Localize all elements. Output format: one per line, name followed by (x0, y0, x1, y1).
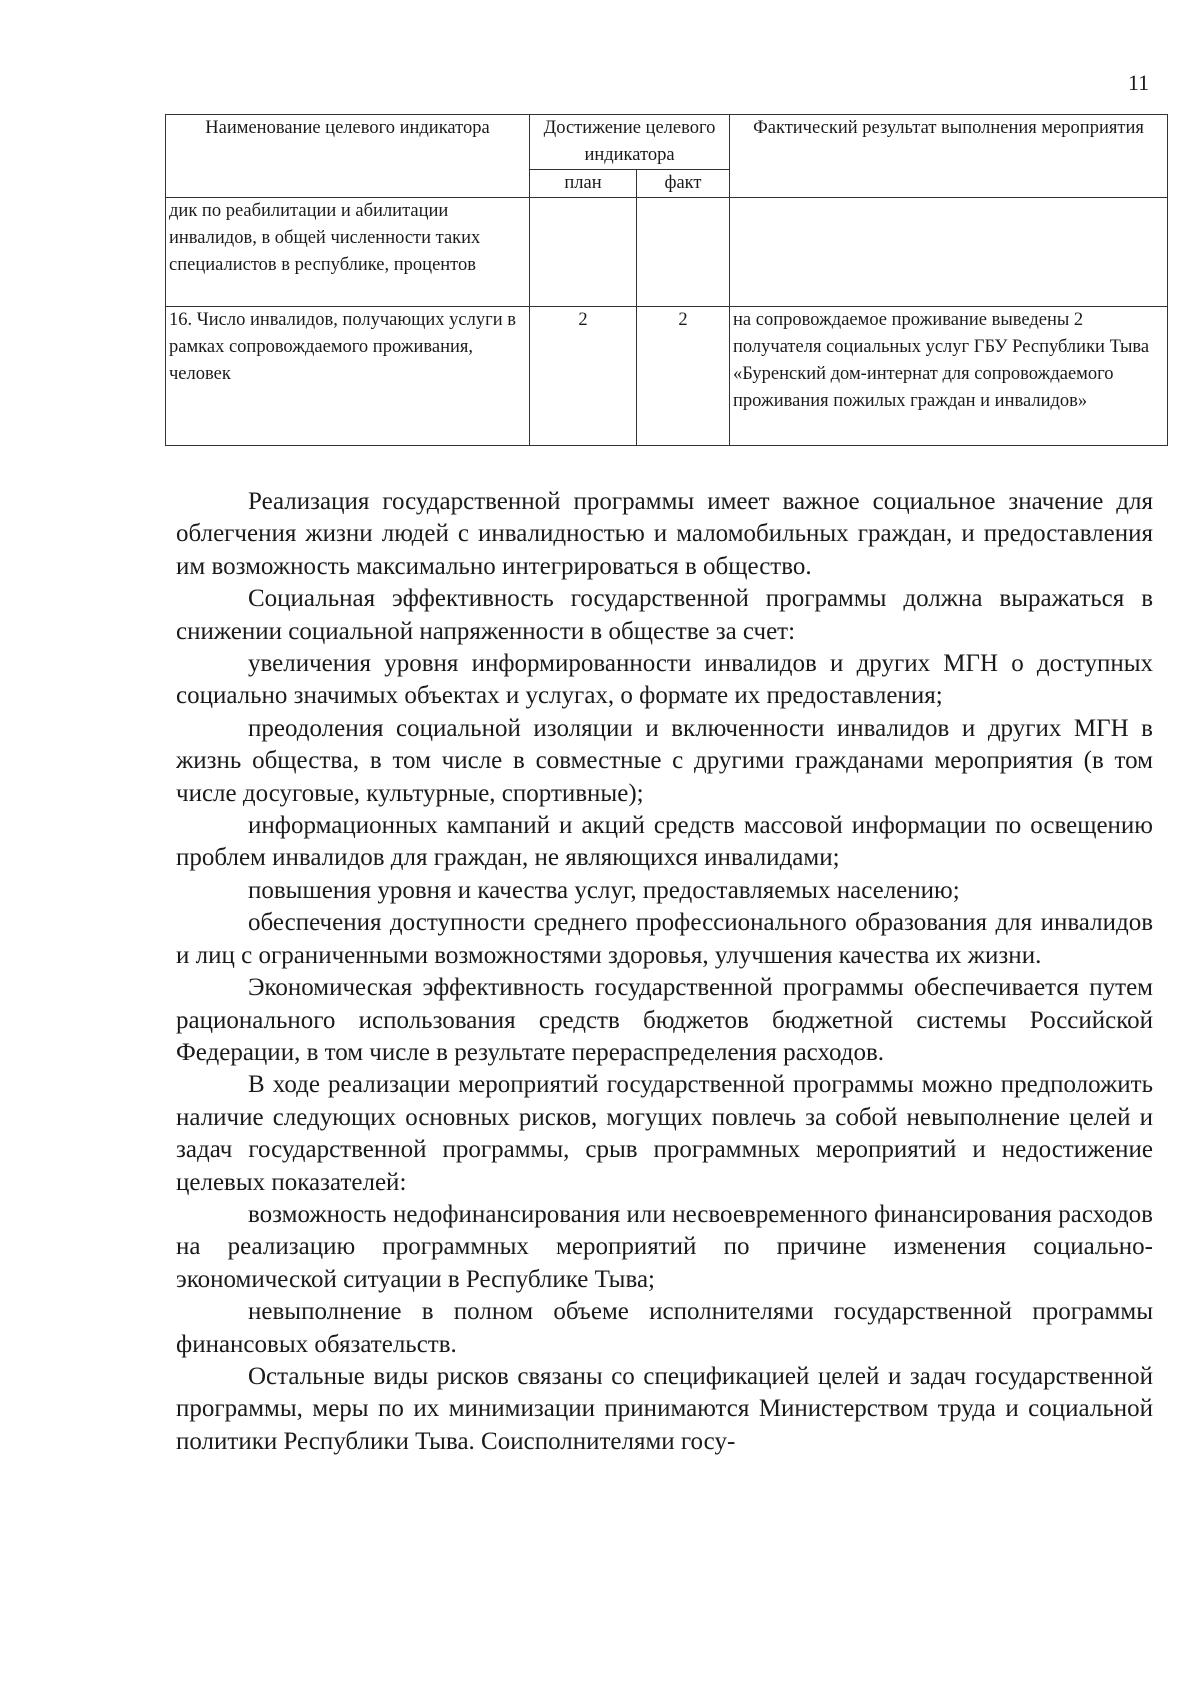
indicator-name-cell: дик по реабилитации и абилитации инвалидов, в общей численности таких специалистов в республике, процентов (166, 198, 530, 307)
paragraph: информационных кампаний и акций средств массовой информации по освещению проблем инвалидов для граждан, не являющихся инвалидами; (176, 812, 1153, 872)
table-header-row (166, 115, 1168, 170)
paragraph: Экономическая эффективность государственной программы обеспечивается путем рационального использования средств бюджетов бюджетной системы Российской Федерации, в том числе в результате перераспределения расходов. (176, 974, 1153, 1066)
header-actual-result: Фактический результат выполнения мероприятия (730, 115, 1168, 198)
paragraph: В ходе реализации мероприятий государственной программы можно предположить наличие следующих основных рисков, могущих повлечь за собой невыполнение целей и задач государственной программы, срыв программных мероприятий и недостижение целевых показателей: (176, 1071, 1153, 1196)
result-cell: на сопровождаемое проживание выведены 2 получателя социальных услуг ГБУ Республики Тыва «Буренский дом-интернат для сопровождаемого проживания пожилых граждан и инвалидов» (730, 307, 1168, 446)
indicator-name-cell: 16. Число инвалидов, получающих услуги в рамках сопровождаемого проживания, человек (166, 307, 530, 446)
header-indicator-name: Наименование целевого индикатора (166, 115, 530, 198)
paragraph: повышения уровня и качества услуг, предоставляемых населению; (248, 876, 960, 904)
body-text (176, 486, 1153, 1458)
paragraph: Реализация государственной программы имеет важное социальное значение для облегчения жизни людей с инвалидностью и маломобильных граждан, и предоставления им возможность максимально интегрироваться в общество. (176, 488, 1153, 580)
table-row (166, 198, 1168, 307)
header-fact: факт (637, 170, 730, 198)
paragraph: обеспечения доступности среднего профессионального образования для инвалидов и лиц с ограниченными возможностями здоровья, улучшения качества их жизни. (176, 909, 1153, 969)
paragraph: возможность недофинансирования или несвоевременного финансирования расходов на реализацию программных мероприятий по причине изменения социально-экономической ситуации в Республике Тыва; (176, 1200, 1153, 1293)
paragraph: Социальная эффективность государственной программы должна выражаться в снижении социальной напряженности в обществе за счет: (176, 585, 1153, 645)
plan-cell (530, 198, 637, 307)
fact-cell (637, 198, 730, 307)
header-achievement: Достижение целевого индикатора (530, 115, 730, 170)
paragraph: невыполнение в полном объеме исполнителями государственной программы финансовых обязательств. (176, 1298, 1153, 1358)
paragraph: преодоления социальной изоляции и включенности инвалидов и других МГН в жизнь общества, в том числе в совместные с другими гражданами мероприятия (в том числе досуговые, культурные, спортивные); (176, 714, 1153, 807)
result-cell (730, 198, 1168, 307)
paragraph: увеличения уровня информированности инвалидов и других МГН о доступных социально значимых объектах и услугах, о формате их предоставления; (176, 650, 1153, 710)
header-plan: план (530, 170, 637, 198)
fact-cell: 2 (637, 307, 730, 446)
table-row (166, 307, 1168, 446)
indicators-table (165, 114, 1168, 446)
paragraph: Остальные виды рисков связаны со спецификацией целей и задач государственной программы, меры по их минимизации принимаются Министерством труда и социальной политики Республики Тыва. Соисполнителями госу- (176, 1362, 1153, 1455)
page-number: 11 (1128, 70, 1150, 95)
plan-cell: 2 (530, 307, 637, 446)
